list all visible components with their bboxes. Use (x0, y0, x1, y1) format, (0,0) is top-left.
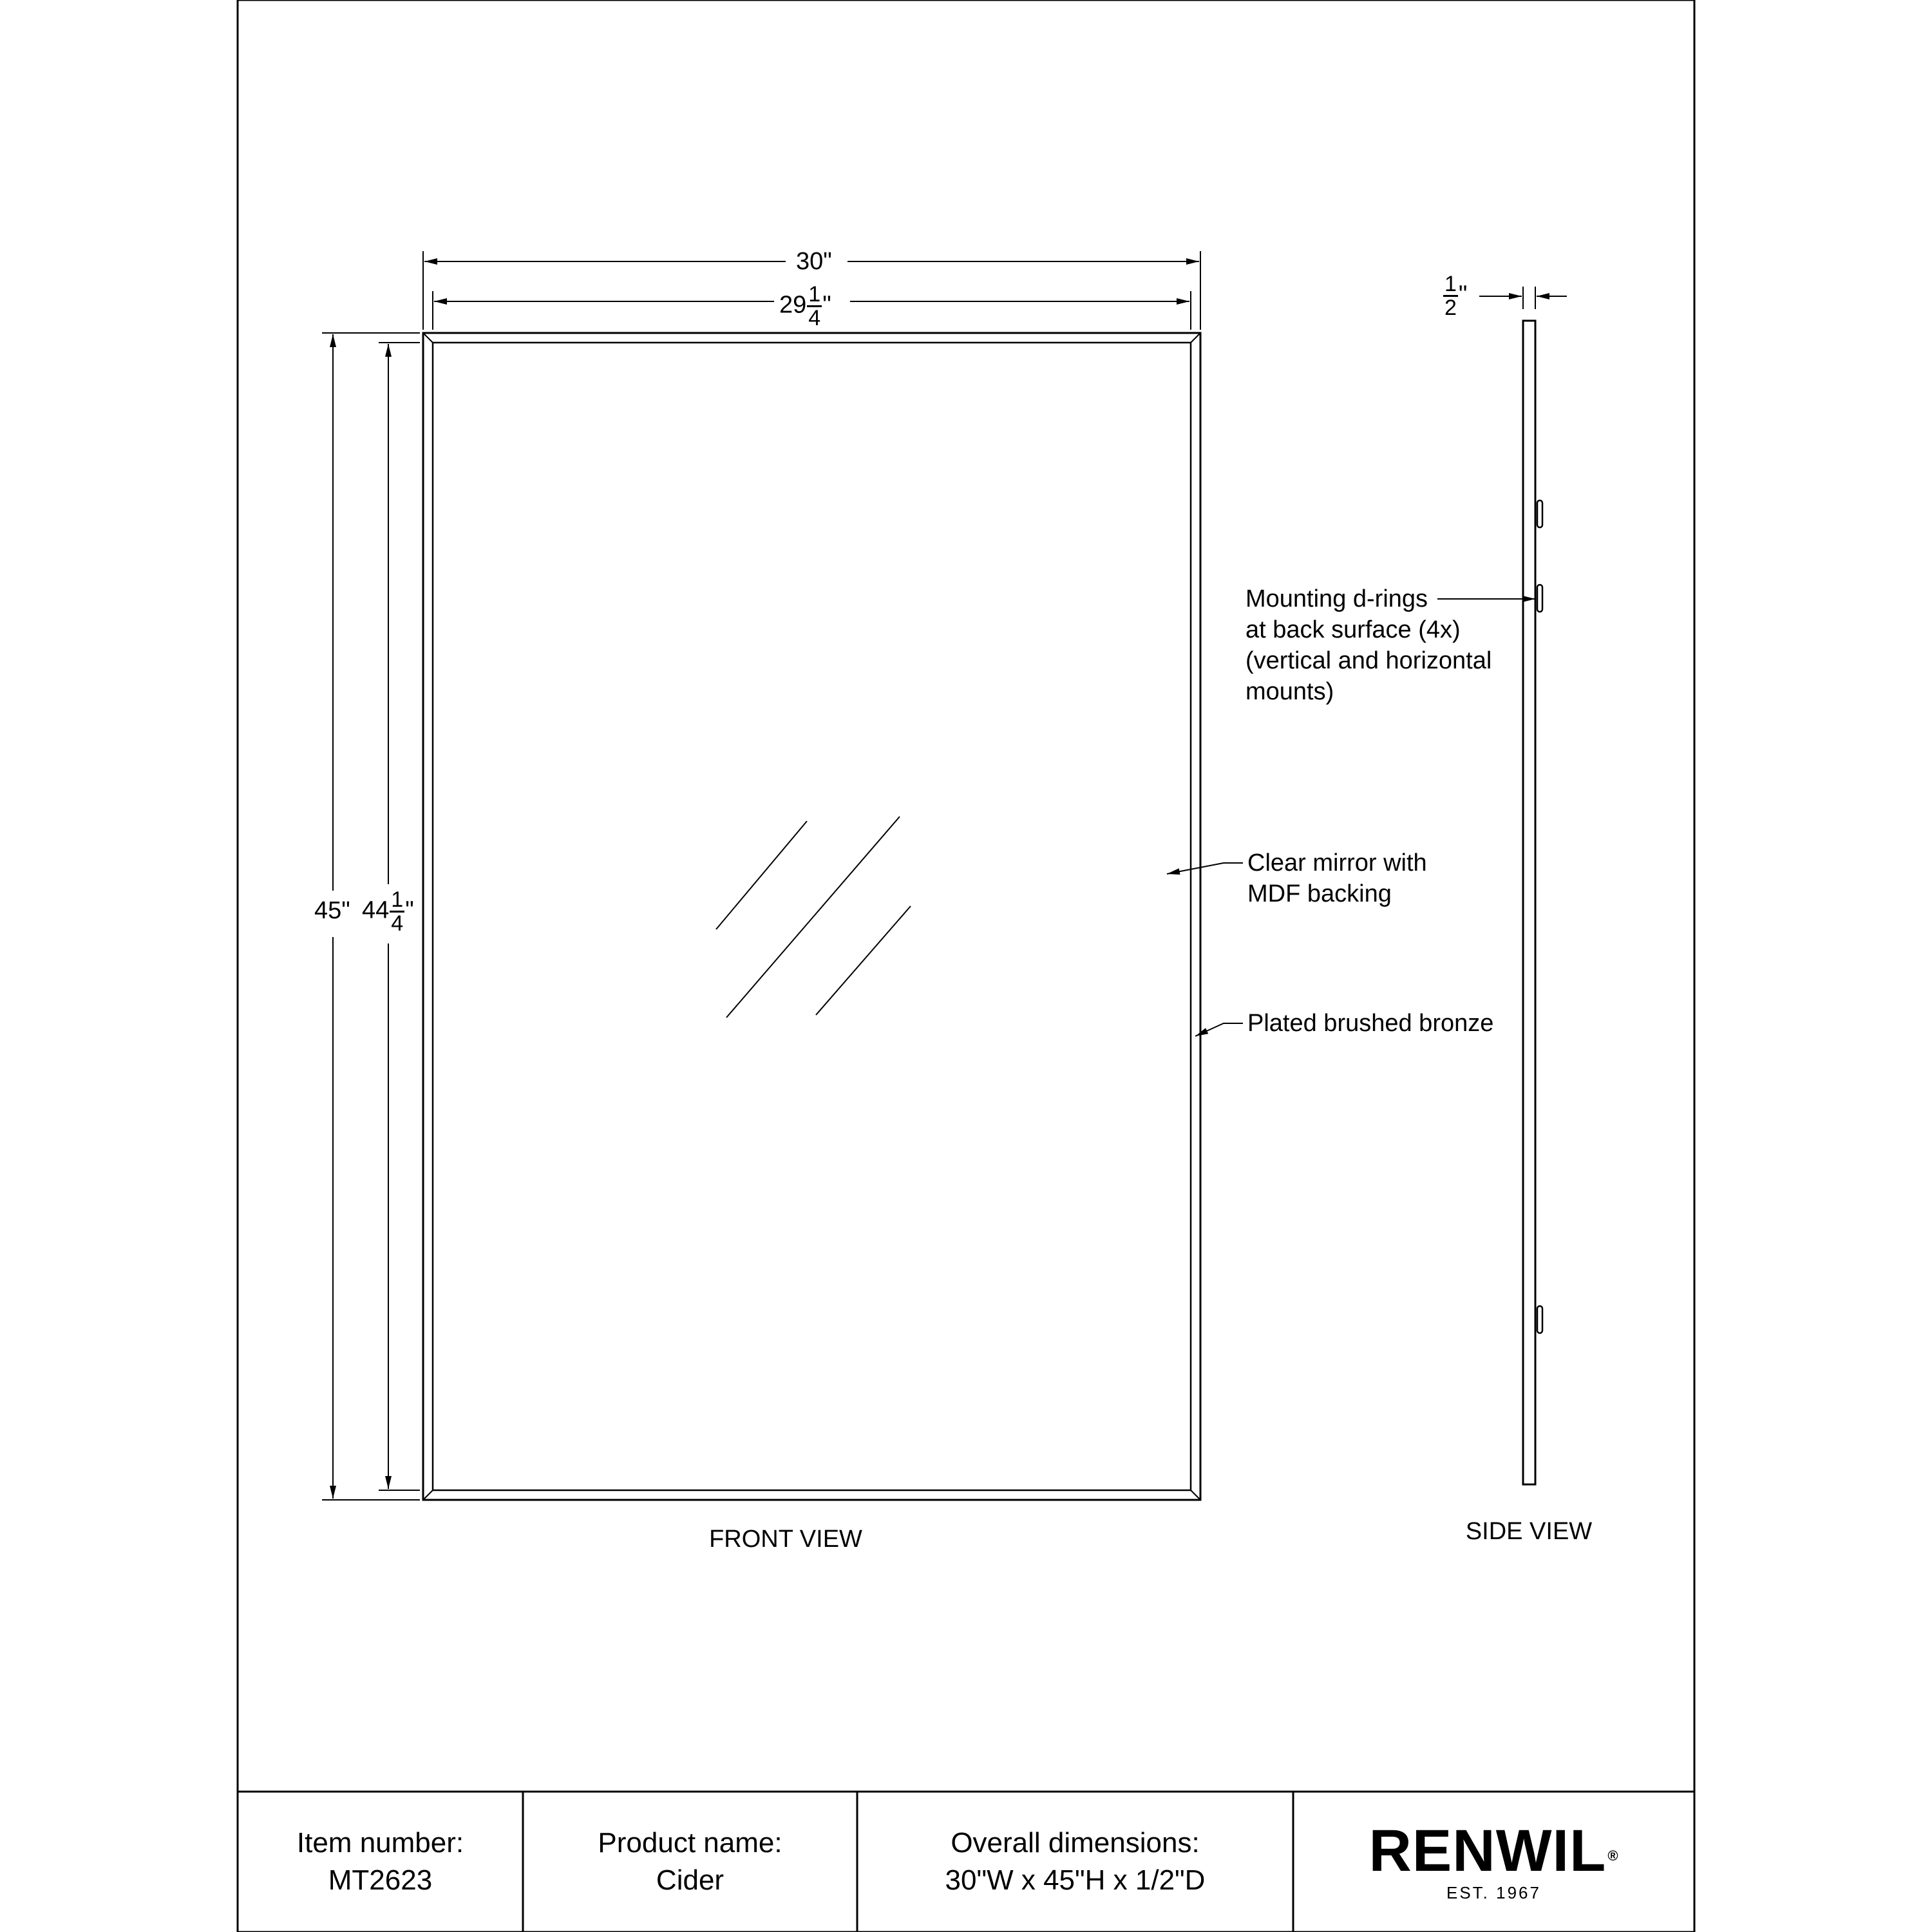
dim-depth-unit: " (1458, 281, 1468, 308)
frame-corner-bevel (1191, 1490, 1200, 1500)
fraction (390, 889, 404, 934)
dim-inner-height (362, 889, 414, 934)
product-name-value: Cider (656, 1864, 724, 1896)
side-view (1479, 287, 1567, 1484)
fraction (807, 283, 822, 329)
callout-d-rings-line: at back surface (4x) (1245, 616, 1461, 643)
callout-frame-finish: Plated brushed bronze (1247, 1010, 1494, 1037)
glass-reflection-line (716, 821, 807, 929)
d-ring (1537, 1306, 1542, 1333)
title-cell-product-name (523, 1792, 857, 1932)
side-profile (1523, 321, 1535, 1484)
fraction-numerator: 1 (1444, 272, 1457, 296)
fraction-denominator: 4 (808, 306, 821, 330)
dim-overall-width: 30" (796, 248, 832, 275)
frame-corner-bevel (423, 333, 433, 343)
registered-mark: ® (1607, 1848, 1619, 1864)
dim-inner-width-unit: " (822, 291, 831, 319)
renwil-logo (1368, 1820, 1618, 1904)
dim-depth (1443, 273, 1467, 319)
product-name-label: Product name: (598, 1827, 782, 1859)
dim-inner-width-whole: 29 (779, 291, 807, 319)
title-cell-logo (1293, 1792, 1694, 1932)
overall-dimensions-label: Overall dimensions: (951, 1827, 1200, 1859)
mirror-glass (433, 343, 1191, 1490)
glass-reflection-line (726, 817, 900, 1018)
leader-frame (1195, 1023, 1243, 1036)
frame-corner-bevel (423, 1490, 433, 1500)
dim-inner-height-unit: " (405, 896, 414, 924)
callout-d-rings-line: mounts) (1245, 678, 1334, 705)
fraction-numerator: 1 (391, 887, 404, 912)
fraction-numerator: 1 (808, 282, 821, 307)
d-ring (1537, 585, 1542, 612)
dim-inner-height-whole: 44 (362, 896, 390, 924)
callout-d-rings-line: Mounting d-rings (1245, 585, 1428, 612)
d-ring (1537, 500, 1542, 527)
fraction-denominator: 2 (1444, 296, 1457, 320)
frame-outer (423, 333, 1200, 1500)
fraction (1443, 273, 1458, 319)
fraction-denominator: 4 (391, 911, 404, 936)
item-number-value: MT2623 (328, 1864, 433, 1896)
glass-reflection-line (816, 906, 911, 1015)
dim-overall-height: 45" (314, 897, 350, 924)
logo-word: RENWIL (1368, 1818, 1607, 1884)
title-cell-item-number (238, 1792, 523, 1932)
frame-corner-bevel (1191, 333, 1200, 343)
callout-mirror-line: Clear mirror with (1247, 849, 1427, 876)
front-view-caption: FRONT VIEW (709, 1526, 862, 1553)
callout-d-rings-line: (vertical and horizontal (1245, 647, 1492, 674)
side-view-caption: SIDE VIEW (1465, 1518, 1593, 1545)
leader-mirror (1167, 863, 1243, 874)
sheet-border (238, 0, 1694, 1932)
overall-dimensions-value: 30"W x 45"H x 1/2"D (945, 1864, 1206, 1896)
callout-mirror-line: MDF backing (1247, 880, 1392, 907)
title-cell-dimensions (857, 1792, 1293, 1932)
logo-wordmark (1368, 1820, 1618, 1882)
dim-inner-width (779, 283, 831, 329)
front-view (423, 333, 1200, 1500)
logo-tagline: EST. 1967 (1446, 1883, 1541, 1902)
item-number-label: Item number: (296, 1827, 464, 1859)
